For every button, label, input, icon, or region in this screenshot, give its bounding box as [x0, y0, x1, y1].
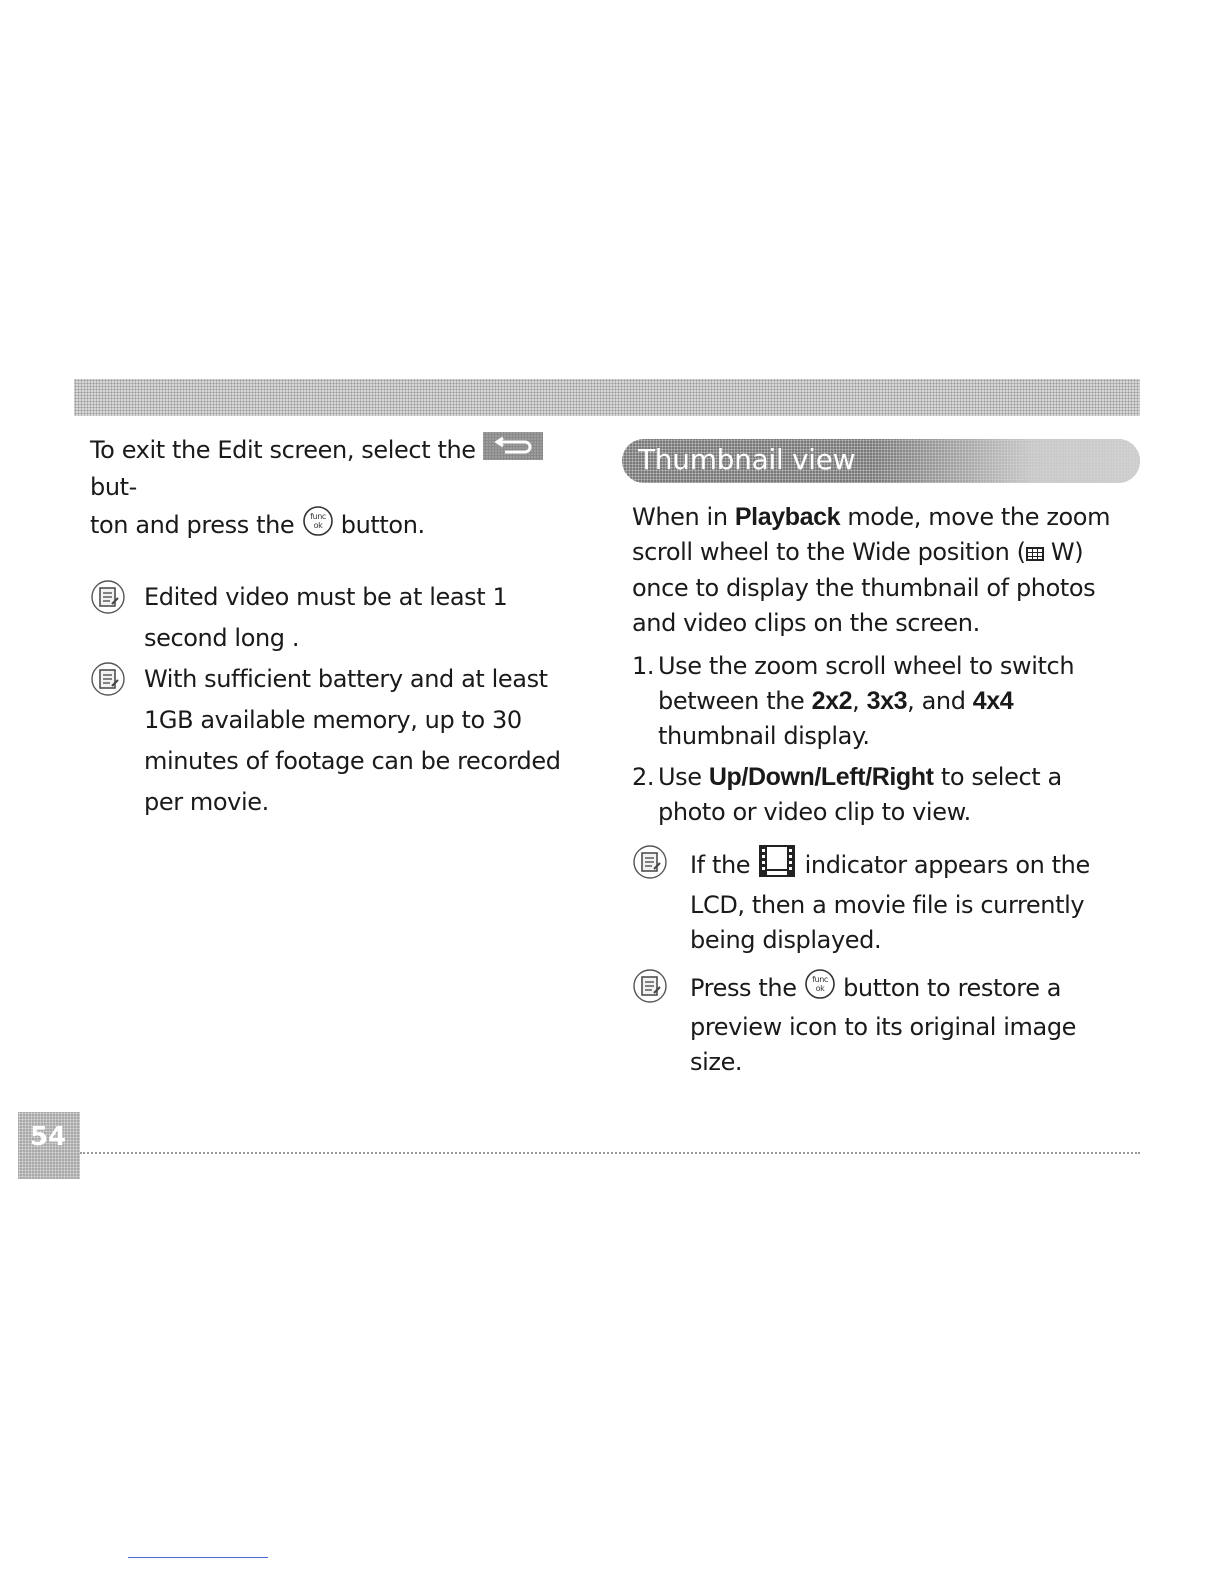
film-strip-icon — [757, 844, 797, 888]
thumbnail-grid-icon — [1026, 536, 1044, 571]
note-icon — [632, 844, 668, 880]
bottom-blue-rule — [128, 1557, 268, 1558]
note-restore-size: Press the func ok button to restore a preview icon to its original image size. — [632, 968, 1132, 1080]
note-icon — [632, 968, 668, 1004]
note-edited-length: Edited video must be at least 1 second long . — [90, 577, 590, 659]
svg-text:ok: ok — [815, 983, 825, 993]
page-number-badge — [18, 1112, 80, 1179]
section-title: Thumbnail view — [638, 443, 856, 476]
note-icon — [90, 661, 126, 697]
left-column — [90, 432, 590, 823]
step-2: 2. Use Up/Down/Left/Right to select a photo or video clip to view. — [632, 762, 1062, 826]
top-header-band — [74, 379, 1140, 416]
exit-instruction: To exit the Edit screen, select the but- ton and press the func ok button. — [90, 432, 590, 547]
page-number: 54 — [30, 1122, 67, 1152]
section-header — [622, 439, 1140, 483]
footer-divider — [80, 1152, 1140, 1154]
note-battery-memory: With sufficient battery and at least 1GB available memory, up to 30 minutes of footage can be recorded per movie. — [90, 659, 590, 823]
note-icon — [90, 579, 126, 615]
thumbnail-intro: When in Playback mode, move the zoom scroll wheel to the Wide position ( W) once to display the thumbnail of photos and video clips on the screen. — [632, 503, 1111, 637]
svg-text:func: func — [811, 974, 828, 984]
svg-text:ok: ok — [313, 521, 322, 530]
svg-text:func: func — [309, 512, 326, 521]
func-ok-icon — [302, 505, 334, 547]
note-movie-indicator: If the indicator appears on the LCD, then a movie file is currently being displayed. — [632, 844, 1132, 958]
func-ok-icon — [804, 968, 836, 1010]
step-1: 1. Use the zoom scroll wheel to switch between the 2x2, 3x3, and 4x4 thumbnail display. — [632, 651, 1075, 750]
back-arrow-icon — [483, 432, 543, 470]
right-column — [632, 500, 1132, 1080]
